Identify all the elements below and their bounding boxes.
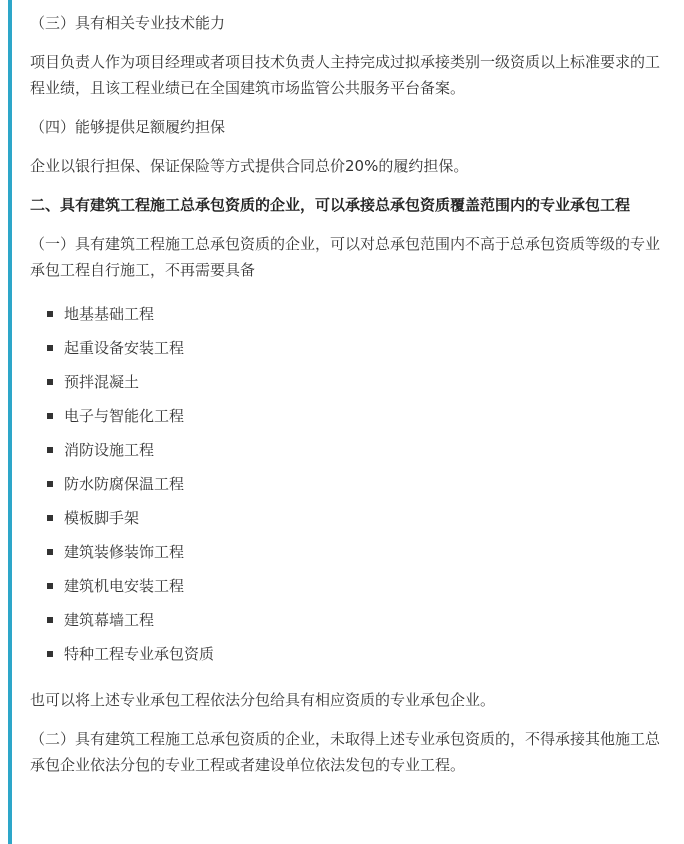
square-bullet-icon <box>47 379 53 385</box>
square-bullet-icon <box>47 515 53 521</box>
list-item-label: 电子与智能化工程 <box>64 407 185 425</box>
list-item-label: 建筑机电安装工程 <box>64 577 185 595</box>
after-list-note: 也可以将上述专业承包工程依法分包给具有相应资质的专业承包企业。 <box>30 691 496 709</box>
list-item <box>30 467 666 501</box>
square-bullet-icon <box>47 583 53 589</box>
square-bullet-icon <box>47 413 53 419</box>
article-content <box>30 10 666 791</box>
list-item <box>30 399 666 433</box>
list-item-label: 建筑幕墙工程 <box>64 611 155 629</box>
section-three-body: 项目负责人作为项目经理或者项目技术负责人主持完成过拟承接类别一级资质以上标准要求的工程业绩，且该工程业绩已在全国建筑市场监管公共服务平台备案。 <box>30 53 661 97</box>
section-three-title: （三）具有相关专业技术能力 <box>30 14 226 32</box>
list-item-label: 特种工程专业承包资质 <box>64 645 215 663</box>
part-two-sub-one: （一）具有建筑工程施工总承包资质的企业，可以对总承包范围内不高于总承包资质等级的专业承包工程自行施工，不再需要具备 <box>30 235 661 279</box>
list-item-label: 地基基础工程 <box>64 305 155 323</box>
list-item <box>30 637 666 671</box>
square-bullet-icon <box>47 651 53 657</box>
list-item-label: 消防设施工程 <box>64 441 155 459</box>
list-item <box>30 433 666 467</box>
list-item-label: 模板脚手架 <box>64 509 140 527</box>
list-item-label: 起重设备安装工程 <box>64 339 185 357</box>
list-item <box>30 501 666 535</box>
qualification-list <box>30 297 666 671</box>
list-item-label: 建筑装修装饰工程 <box>64 543 185 561</box>
square-bullet-icon <box>47 617 53 623</box>
part-two-heading: 二、具有建筑工程施工总承包资质的企业，可以承接总承包资质覆盖范围内的专业承包工程 <box>30 196 631 214</box>
left-accent-rule <box>8 0 12 844</box>
list-item-label: 预拌混凝土 <box>64 373 140 391</box>
list-item <box>30 569 666 603</box>
list-item <box>30 603 666 637</box>
list-item <box>30 365 666 399</box>
section-four-body: 企业以银行担保、保证保险等方式提供合同总价20%的履约担保。 <box>30 157 469 175</box>
list-item <box>30 297 666 331</box>
list-item <box>30 535 666 569</box>
square-bullet-icon <box>47 311 53 317</box>
list-item <box>30 331 666 365</box>
square-bullet-icon <box>47 447 53 453</box>
list-item-label: 防水防腐保温工程 <box>64 475 185 493</box>
square-bullet-icon <box>47 345 53 351</box>
square-bullet-icon <box>47 481 53 487</box>
square-bullet-icon <box>47 549 53 555</box>
part-two-sub-two: （二）具有建筑工程施工总承包资质的企业，未取得上述专业承包资质的，不得承接其他施工总承包企业依法分包的专业工程或者建设单位依法发包的专业工程。 <box>30 730 661 774</box>
section-four-title: （四）能够提供足额履约担保 <box>30 118 226 136</box>
